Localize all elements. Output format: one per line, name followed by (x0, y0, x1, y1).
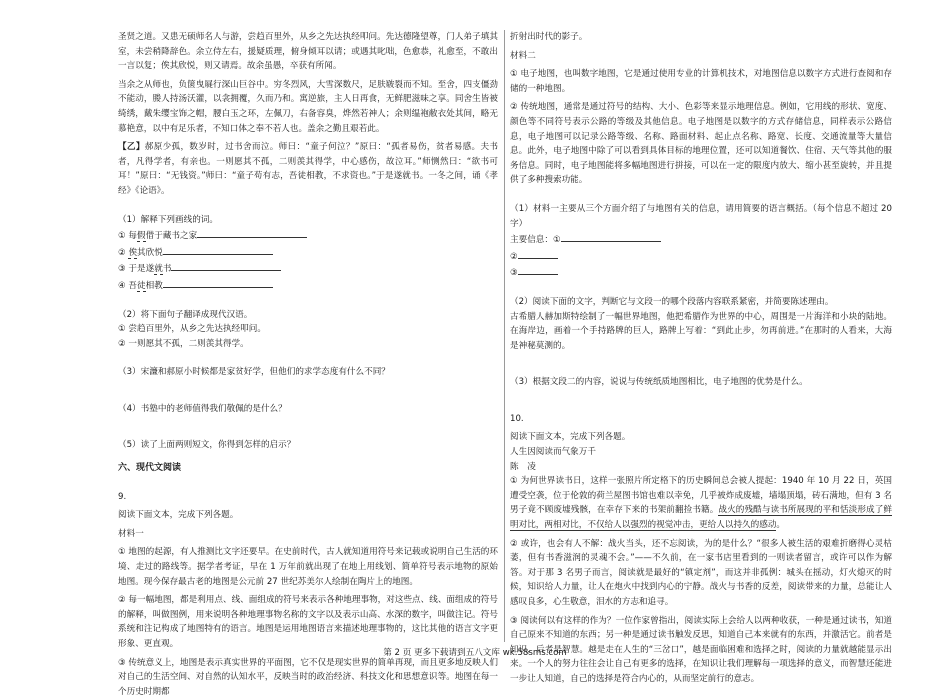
passage-mark: 【乙】 (118, 142, 145, 153)
question: （1）解释下列画线的词。 (118, 214, 218, 225)
section-title: 六、现代文阅读 (118, 463, 182, 474)
question: （2）阅读下面的文字，判断它与文段一的哪个段落内容联系紧密，并简要陈述理由。 (510, 296, 834, 307)
answer-line: ② (510, 248, 892, 265)
article-para: ① 为何世界读书日，这样一张照片所定格下的历史瞬间总会被人提起：1940 年 10 月 22 日，英国遭受空袭，位于伦敦的荷兰屋图书馆也难以幸免，几乎被炸成废墟，墙塌顶塌，砖石满地，但有 3 名男子竟不顾废墟残骸，在幸存下来的书架前翻捡书籍。战火的残酷与读书所展现的平和恬淡形成了鲜明对比，两相对比，不仅给人以强烈的视觉冲击，更给人以持久的感动。 (510, 476, 892, 531)
question: （3）宋濂和郝原小时候都是家贫好学，但他们的求学态度有什么不同？ (118, 367, 390, 378)
question: （5）读了上面两则短文，你得到怎样的启示？ (118, 440, 296, 451)
answer-line: 主要信息：① (510, 231, 892, 248)
material-title: 材料二 (510, 50, 536, 61)
material-para: ① 地图的起源，有人推测比文字还要早。在史前时代，古人就知道用符号来记载或说明自己生活的环境、走过的路线等。据学者考证，早在 1 万年前就出现了在地上用线划、简单符号表示地物的原始地图。现今保存最古老的地图是公元前 27 世纪苏美尔人绘制在陶片上的地图。 (118, 547, 498, 587)
right-column (510, 30, 892, 687)
question-item: ④ 吾徒相教 (118, 277, 498, 294)
question-number: 9. (118, 491, 127, 502)
passage-para: 当余之从师也，负箧曳屣行深山巨谷中。穷冬烈风，大雪深数尺，足肤皲裂而不知。至舍，四支僵劲不能动，媵人持汤沃灌，以衾拥覆，久而乃和。寓逆旅，主人日再食，无鲜肥滋味之享。同舍生皆被绮绣，戴朱缨宝饰之帽，腰白玉之环，左佩刀，右备容臭，烨然若神人；余则缊袍敝衣处其间，略无慕艳意，以中有足乐者，不知口体之奉不若人也。盖余之勤且艰若此。 (118, 79, 498, 134)
instruction: 阅读下面文本，完成下列各题。 (118, 510, 239, 521)
material-para: ② 传统地图，通常是通过符号的结构、大小、色彩等来显示地理信息。例如，它用线的形状、宽度、颜色等不同符号表示公路的等级及其他信息。电子地图是以数字的方式存储信息，同样表示公路信息，电子地图可以记录公路等级、名称、路面材料、起止点名称、路宽、长度、交通流量等大量信息。此外，电子地图中除了可以看到具体目标的地理位置，还可以知道餐饮、住宿、天气等其他的服务信息。同时，电子地图能将多幅地图进行拼接，可以在一定的限度内放大、缩小甚至旋转，并且提供了多种搜索功能。 (510, 102, 892, 186)
question-item: ③ 于是遂就书 (118, 260, 498, 277)
passage-para: 【乙】郝原少孤，数岁时，过书舍而泣。师曰：“童子何泣？”原曰：“孤者易伤，贫者易感。夫书者，凡得学者，有亲也。一则愿其不孤，二则羡其得学，中心感伤，故泣耳。”师恻然曰：“欲书可耳！”原曰：“无钱资。”师曰：“童子苟有志，吾徒相教，不求资也。”于是遂就书。一冬之间，诵《孝经》《论语》。 (118, 142, 498, 196)
material-para: ③ 传统意义上，地图是表示真实世界的平面图，它不仅是现实世界的简单再现，而且更多地反映人们对自己的生活空间、对自然的认知水平，反映当时的政治经济、科技文化和思想意识等。地图在每一个历史时期都 (118, 657, 498, 697)
page-footer: 第 2 页 更多下载请到五八文库 wk.58sms.com (383, 648, 567, 658)
material-title: 材料一 (118, 528, 144, 539)
question: （2）将下面句子翻译成现代汉语。 (118, 309, 253, 320)
underlined-sentence: 战火的残酷与读书所展现的平和恬淡形成了鲜明对比，两相对比，不仅给人以强烈的视觉冲击，更给人以持久的感动 (510, 505, 892, 531)
question: （4）书塾中的老师值得我们敬佩的是什么？ (118, 403, 287, 414)
question: （3）根据文段二的内容，说说与传统纸质地图相比，电子地图的优势是什么。 (510, 377, 808, 388)
instruction: 阅读下面文本，完成下列各题。 (510, 432, 631, 443)
passage-para: 圣贤之道。又患无硕师名人与游，尝趋百里外，从乡之先达执经叩问。先达德隆望尊，门人弟子填其室，未尝稍降辞色。余立侍左右，援疑质理，俯身倾耳以请；或遇其叱咄，色愈恭，礼愈至，不敢出一言以复；俟其欣悦，则又请焉。故余虽愚，卒获有所闻。 (118, 32, 498, 72)
article-title: 人生因阅读而气象万千 (510, 447, 596, 458)
left-column (118, 30, 498, 699)
material-para: 折射出时代的影子。 (510, 32, 588, 42)
question-item: ① 尝趋百里外，从乡之先达执经叩问。 (118, 324, 266, 335)
question-item: ① 每假借于藏书之家 (118, 227, 498, 244)
material-para: ① 电子地图，也叫数字地图，它是通过使用专业的计算机技术，对地图信息以数字方式进行查阅和存储的一种地图。 (510, 69, 892, 94)
question-text: 古希腊人赫加斯特绘制了一幅世界地图，他把希腊作为世界的中心，周围是一片海洋和小块的陆地。在海岸边，画着一个手持路牌的巨人，路牌上写着：“到此止步，勿再前进。”在那时的人看来，大海是神秘莫测的。 (510, 311, 892, 351)
question-item: ② 一则愿其不孤，二则羡其得学。 (118, 338, 249, 349)
column-divider (504, 30, 505, 642)
article-para: ② 或许，也会有人不解：战火当头，还不忘阅读，为的是什么？“很多人被生活的艰难折磨得心灵枯萎，但有书香滋润的灵魂不会。”——不久前，在一家书店里看到的一则读者留言，或许可以作为解答。对于那 3 名男子而言，阅读就是最好的“镇定剂”，而这并非孤例：城头在摇动，灯火熄灭的时候，知识给人力量，让人在炮火中找到内心的宁静。战火与书香的反差，阅读带来的力量，总能让人感叹良多，心生敬意，泪水的方志和追寻。 (510, 538, 892, 607)
answer-line: ③ (510, 264, 892, 281)
article-author: 陈 凌 (510, 461, 536, 472)
material-para: ② 每一幅地图，都是利用点、线、面组成的符号来表示各种地理事物，对这些点、线、面组成的符号的解释，叫做图例，用来说明各种地理事物名称的文字以及表示山高、水深的数字，叫做注记。符号系统和注记构成了地图特有的语言。地图是运用地图语言来描述地理事物的，这比其他的语言文字更形象、更直观。 (118, 595, 498, 649)
question-item: ② 俟其欣悦 (118, 244, 498, 261)
article-para: ③ 阅读何以有这样的作为？一位作家曾指出，阅读实际上会给人以两种收获，一种是通过读书，知道自己原来不知道的东西；另一种是通过读书触发反思，知道自己本来就有的东西，并激活它。前者是知识，后者是智慧。越是走在人生的“三岔口”，越是面临困难和选择之时，阅读的力量就越能显示出来。一个人的努力往往会让自己有更多的选择，在知识让我们理解每一项选择的意义，而智慧还能进一步让人知道，自己的选择是符合内心的，从而坚定前行的意志。 (510, 615, 892, 684)
question: （1）材料一主要从三个方面介绍了与地图有关的信息，请用简要的语言概括。（每个信息不超过 20 字） (510, 203, 892, 229)
question-number: 10. (510, 413, 524, 424)
